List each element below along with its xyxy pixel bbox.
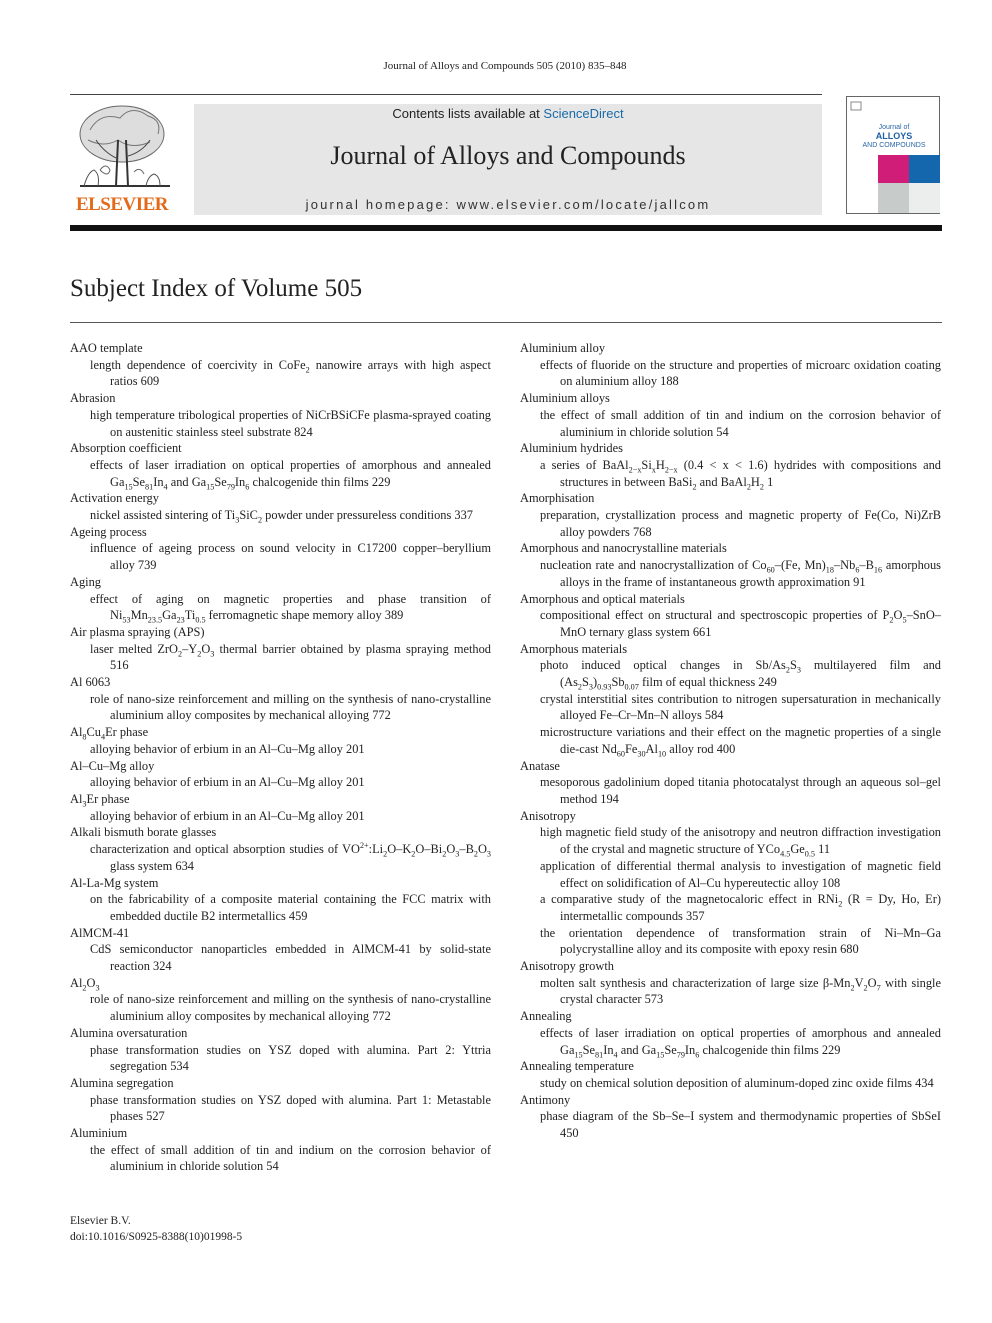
title-rule bbox=[70, 322, 942, 323]
index-subentry: effect of aging on magnetic properties and phase transition of $Ni_{53}Mn_{23.5}Ga_{23}Ti_{0.5}$ ferromagnetic shape memory alloy 389 bbox=[90, 591, 491, 625]
index-subentry: a comparative study of the magnetocaloric effect in RNi$_2$ (R = Dy, Ho, Er) intermetallic compounds 357 bbox=[540, 892, 941, 923]
index-entry bbox=[70, 975, 491, 1025]
index-term: Anatase bbox=[520, 758, 560, 773]
index-term: Alumina oversaturation bbox=[70, 1025, 188, 1040]
index-entry bbox=[70, 1075, 491, 1125]
index-term: Aluminium alloy bbox=[520, 341, 606, 355]
index-subentry: the effect of small addition of tin and indium on the corrosion behavior of aluminium in chloride solution 54 bbox=[90, 1142, 491, 1174]
index-subentry: on the fabricability of a composite material containing the FCC matrix with embedded ductile B2 intermetallics 459 bbox=[90, 892, 491, 923]
journal-cover bbox=[846, 96, 940, 214]
index-entry bbox=[520, 808, 941, 958]
index-term: Annealing temperature bbox=[520, 1059, 634, 1074]
footer-doi: doi:10.1016/S0925-8388(10)01998-5 bbox=[70, 1231, 243, 1243]
index-term: $Al_8Cu_4Er$ phase bbox=[70, 725, 149, 742]
tree-icon bbox=[70, 100, 180, 196]
index-entry bbox=[70, 674, 491, 724]
index-subentry: length dependence of coercivity in CoFe$_2$ nanowire arrays with high aspect ratios 609 bbox=[90, 357, 491, 389]
index-subentry: the effect of small addition of tin and indium on the corrosion behavior of aluminium in chloride solution 54 bbox=[540, 407, 941, 439]
index-subentry: compositional effect on structural and spectroscopic properties of $P_2O_5-SnO$–MnO ternary glass system 661 bbox=[540, 608, 941, 639]
cover-title bbox=[847, 123, 941, 150]
index-entry bbox=[520, 490, 941, 540]
index-term: Ageing process bbox=[70, 524, 147, 539]
index-subentry: phase diagram of the Sb–Se–I system and thermodynamic properties of SbSeI 450 bbox=[540, 1109, 941, 1141]
index-subentry: role of nano-size reinforcement and milling on the synthesis of nano-crystalline aluminium alloy composites by mechanical alloying 772 bbox=[90, 691, 491, 723]
index-subentry: effects of laser irradiation on optical properties of amorphous and annealed $Ga_{15}Se_{81}In_4$ and $Ga_{15}Se_{79}In_6$ chalcogenide thin films 229 bbox=[540, 1025, 941, 1059]
index-entry bbox=[70, 524, 491, 574]
index-term: Air plasma spraying (APS) bbox=[70, 624, 205, 639]
cover-line-2: ALLOYS bbox=[875, 131, 913, 141]
index-term: Alumina segregation bbox=[70, 1075, 174, 1090]
index-entry bbox=[70, 1125, 491, 1175]
index-entry bbox=[520, 390, 941, 440]
contents-prefix: Contents lists available at bbox=[392, 106, 544, 121]
index-subentry: alloying behavior of erbium in an Al–Cu–Mg alloy 201 bbox=[90, 775, 365, 790]
header-thick-rule bbox=[70, 225, 942, 231]
index-entry bbox=[70, 791, 491, 824]
index-subentry: phase transformation studies on YSZ doped with alumina. Part 2: Yttria segregation 534 bbox=[90, 1042, 491, 1074]
index-term: Absorption coefficient bbox=[70, 441, 182, 456]
index-subentry: photo induced optical changes in $Sb/As_2S_3$ multilayered film and $(As_2S_3)_{0.93}Sb_{0.07}$ film of equal thickness 249 bbox=[540, 658, 941, 692]
index-entry bbox=[70, 440, 491, 490]
index-subentry: nucleation rate and nanocrystallization of $Co_{60}-(Fe$, $Mn)_{18}-Nb_6-B_{16}$ amorphous alloys in the frame of instantaneous growth approximation 91 bbox=[540, 558, 941, 589]
index-entry bbox=[520, 440, 941, 490]
index-subentry: laser melted $ZrO_2-Y_2O_3$ thermal barrier obtained by plasma spraying method 516 bbox=[90, 641, 491, 673]
index-entry bbox=[70, 390, 491, 440]
index-term: Antimony bbox=[520, 1092, 571, 1107]
index-subentry: nickel assisted sintering of $Ti_3SiC_2$ powder under pressureless conditions 337 bbox=[90, 508, 473, 525]
index-entry bbox=[70, 624, 491, 674]
index-term: Abrasion bbox=[70, 391, 116, 406]
index-term: Aluminium hydrides bbox=[520, 441, 623, 456]
contents-line bbox=[194, 106, 822, 121]
index-term: $Al_2O_3$ bbox=[70, 975, 100, 993]
footer-publisher: Elsevier B.V. bbox=[70, 1215, 131, 1227]
index-subentry: preparation, crystallization process and magnetic property of Fe(Co, Ni)ZrB alloy powders 768 bbox=[540, 508, 941, 539]
index-subentry: microstructure variations and their effect on the magnetic properties of a single die-cast $Nd_{60}Fe_{30}Al_{10}$ alloy rod 400 bbox=[540, 725, 941, 759]
cover-logo-icon bbox=[850, 101, 862, 111]
index-entry bbox=[70, 758, 491, 791]
index-entry bbox=[70, 925, 491, 975]
index-subentry: crystal interstitial sites contribution to nitrogen supersaturation in mechanically alloyed Fe–Cr–Mn–N alloys 584 bbox=[540, 691, 941, 723]
journal-title: Journal of Alloys and Compounds bbox=[330, 141, 686, 170]
index-entry bbox=[520, 1008, 941, 1058]
cover-line-1: Journal of bbox=[878, 124, 910, 131]
index-term: $Al_3Er$ phase bbox=[70, 791, 130, 809]
index-entry bbox=[70, 724, 491, 757]
index-subentry: study on chemical solution deposition of aluminum-doped zinc oxide films 434 bbox=[540, 1075, 934, 1090]
index-subentry: characterization and optical absorption studies of $VO^{2+}:Li_2O-K_2O-Bi_2O_3-B_2O_3$ glass system 634 bbox=[90, 840, 491, 873]
index-entry bbox=[70, 340, 491, 390]
index-entry bbox=[70, 574, 491, 624]
index-term: AlMCM-41 bbox=[70, 925, 130, 940]
index-term: Anisotropy growth bbox=[520, 959, 614, 974]
index-entry bbox=[70, 490, 491, 523]
index-entry bbox=[520, 1092, 941, 1142]
index-subentry: molten salt synthesis and characterization of large size $\beta-Mn_2V_2O_7$ with single crystal character 573 bbox=[540, 975, 941, 1007]
index-term: Aluminium bbox=[70, 1126, 128, 1141]
index-subentry: a series of $BaAl_{2-x}Si_xH_{2-x}$ (0.4 < x < 1.6) hydrides with compositions and structures in between BaSi$_2$ and $BaAl_2H_2$ 1 bbox=[540, 457, 941, 492]
index-entry bbox=[520, 591, 941, 641]
index-entry bbox=[70, 875, 491, 925]
index-subentry: role of nano-size reinforcement and milling on the synthesis of nano-crystalline aluminium alloy composites by mechanical alloying 772 bbox=[90, 992, 491, 1024]
index-entry bbox=[520, 958, 941, 1008]
footer bbox=[70, 1213, 242, 1245]
index-entry bbox=[70, 1025, 491, 1075]
index-subentry: mesoporous gadolinium doped titania photocatalyst through an aqueous sol–gel method 194 bbox=[540, 775, 941, 806]
elsevier-wordmark: ELSEVIER bbox=[75, 194, 169, 215]
index-term: Activation energy bbox=[70, 491, 159, 506]
header-top-rule bbox=[70, 94, 822, 95]
index-subentry: influence of ageing process on sound velocity in C17200 copper–beryllium alloy 739 bbox=[90, 541, 491, 573]
index-term: Al 6063 bbox=[70, 675, 111, 690]
index-subentry: CdS semiconductor nanoparticles embedded in AlMCM-41 by solid-state reaction 324 bbox=[90, 942, 491, 974]
index-subentry: alloying behavior of erbium in an Al–Cu–Mg alloy 201 bbox=[90, 808, 365, 823]
index-term: Amorphisation bbox=[520, 491, 595, 506]
index-subentry: high temperature tribological properties of NiCrBSiCFe plasma-sprayed coating on austenitic stainless steel substrate 824 bbox=[90, 407, 491, 439]
index-term: AAO template bbox=[70, 341, 143, 355]
index-subentry: effects of fluoride on the structure and properties of microarc oxidation coating on aluminium alloy 188 bbox=[540, 357, 941, 389]
index-term: Aluminium alloys bbox=[520, 391, 610, 406]
index-entry bbox=[520, 540, 941, 590]
sciencedirect-link[interactable]: ScienceDirect bbox=[543, 106, 624, 121]
journal-citation: Journal of Alloys and Compounds 505 (2010) 835–848 bbox=[383, 60, 627, 72]
index-term: Amorphous and nanocrystalline materials bbox=[520, 541, 727, 556]
index-column-left bbox=[70, 340, 491, 1175]
index-term: Alkali bismuth borate glasses bbox=[70, 825, 217, 840]
index-entry bbox=[70, 824, 491, 874]
cover-line-3: AND COMPOUNDS bbox=[862, 142, 926, 149]
index-term: Amorphous and optical materials bbox=[520, 591, 685, 606]
index-subentry: alloying behavior of erbium in an Al–Cu–Mg alloy 201 bbox=[90, 741, 365, 756]
index-column-right bbox=[520, 340, 941, 1142]
index-entry bbox=[520, 641, 941, 758]
index-entry bbox=[520, 340, 941, 390]
index-term: Annealing bbox=[520, 1009, 572, 1024]
page-title: Subject Index of Volume 505 bbox=[70, 275, 363, 302]
index-term: Anisotropy bbox=[520, 808, 576, 823]
index-entry bbox=[520, 758, 941, 808]
index-entry bbox=[520, 1058, 941, 1091]
index-subentry: effects of laser irradiation on optical properties of amorphous and annealed $Ga_{15}Se_{81}In_4$ and $Ga_{15}Se_{79}In_6$ chalcogenide thin films 229 bbox=[90, 457, 491, 492]
index-subentry: high magnetic field study of the anisotropy and neutron diffraction investigation of the crystal and magnetic structure of $YCo_{4.5}Ge_{0.5}$ 11 bbox=[540, 825, 941, 859]
index-term: Al-La-Mg system bbox=[70, 875, 159, 890]
index-term: Amorphous materials bbox=[520, 641, 628, 656]
index-term: Aging bbox=[70, 574, 101, 589]
index-subentry: application of differential thermal analysis to investigation of magnetic field effect on solidification of Al–Cu hypereutectic alloy 108 bbox=[540, 858, 941, 890]
index-term: Al–Cu–Mg alloy bbox=[70, 758, 155, 773]
index-subentry: phase transformation studies on YSZ doped with alumina. Part 1: Metastable phases 527 bbox=[90, 1092, 491, 1124]
journal-homepage[interactable]: journal homepage: www.elsevier.com/locate/jallcom bbox=[305, 197, 711, 212]
index-subentry: the orientation dependence of transformation strain of Ni–Mn–Ga polycrystalline alloy and its composite with epoxy resin 680 bbox=[540, 925, 941, 957]
